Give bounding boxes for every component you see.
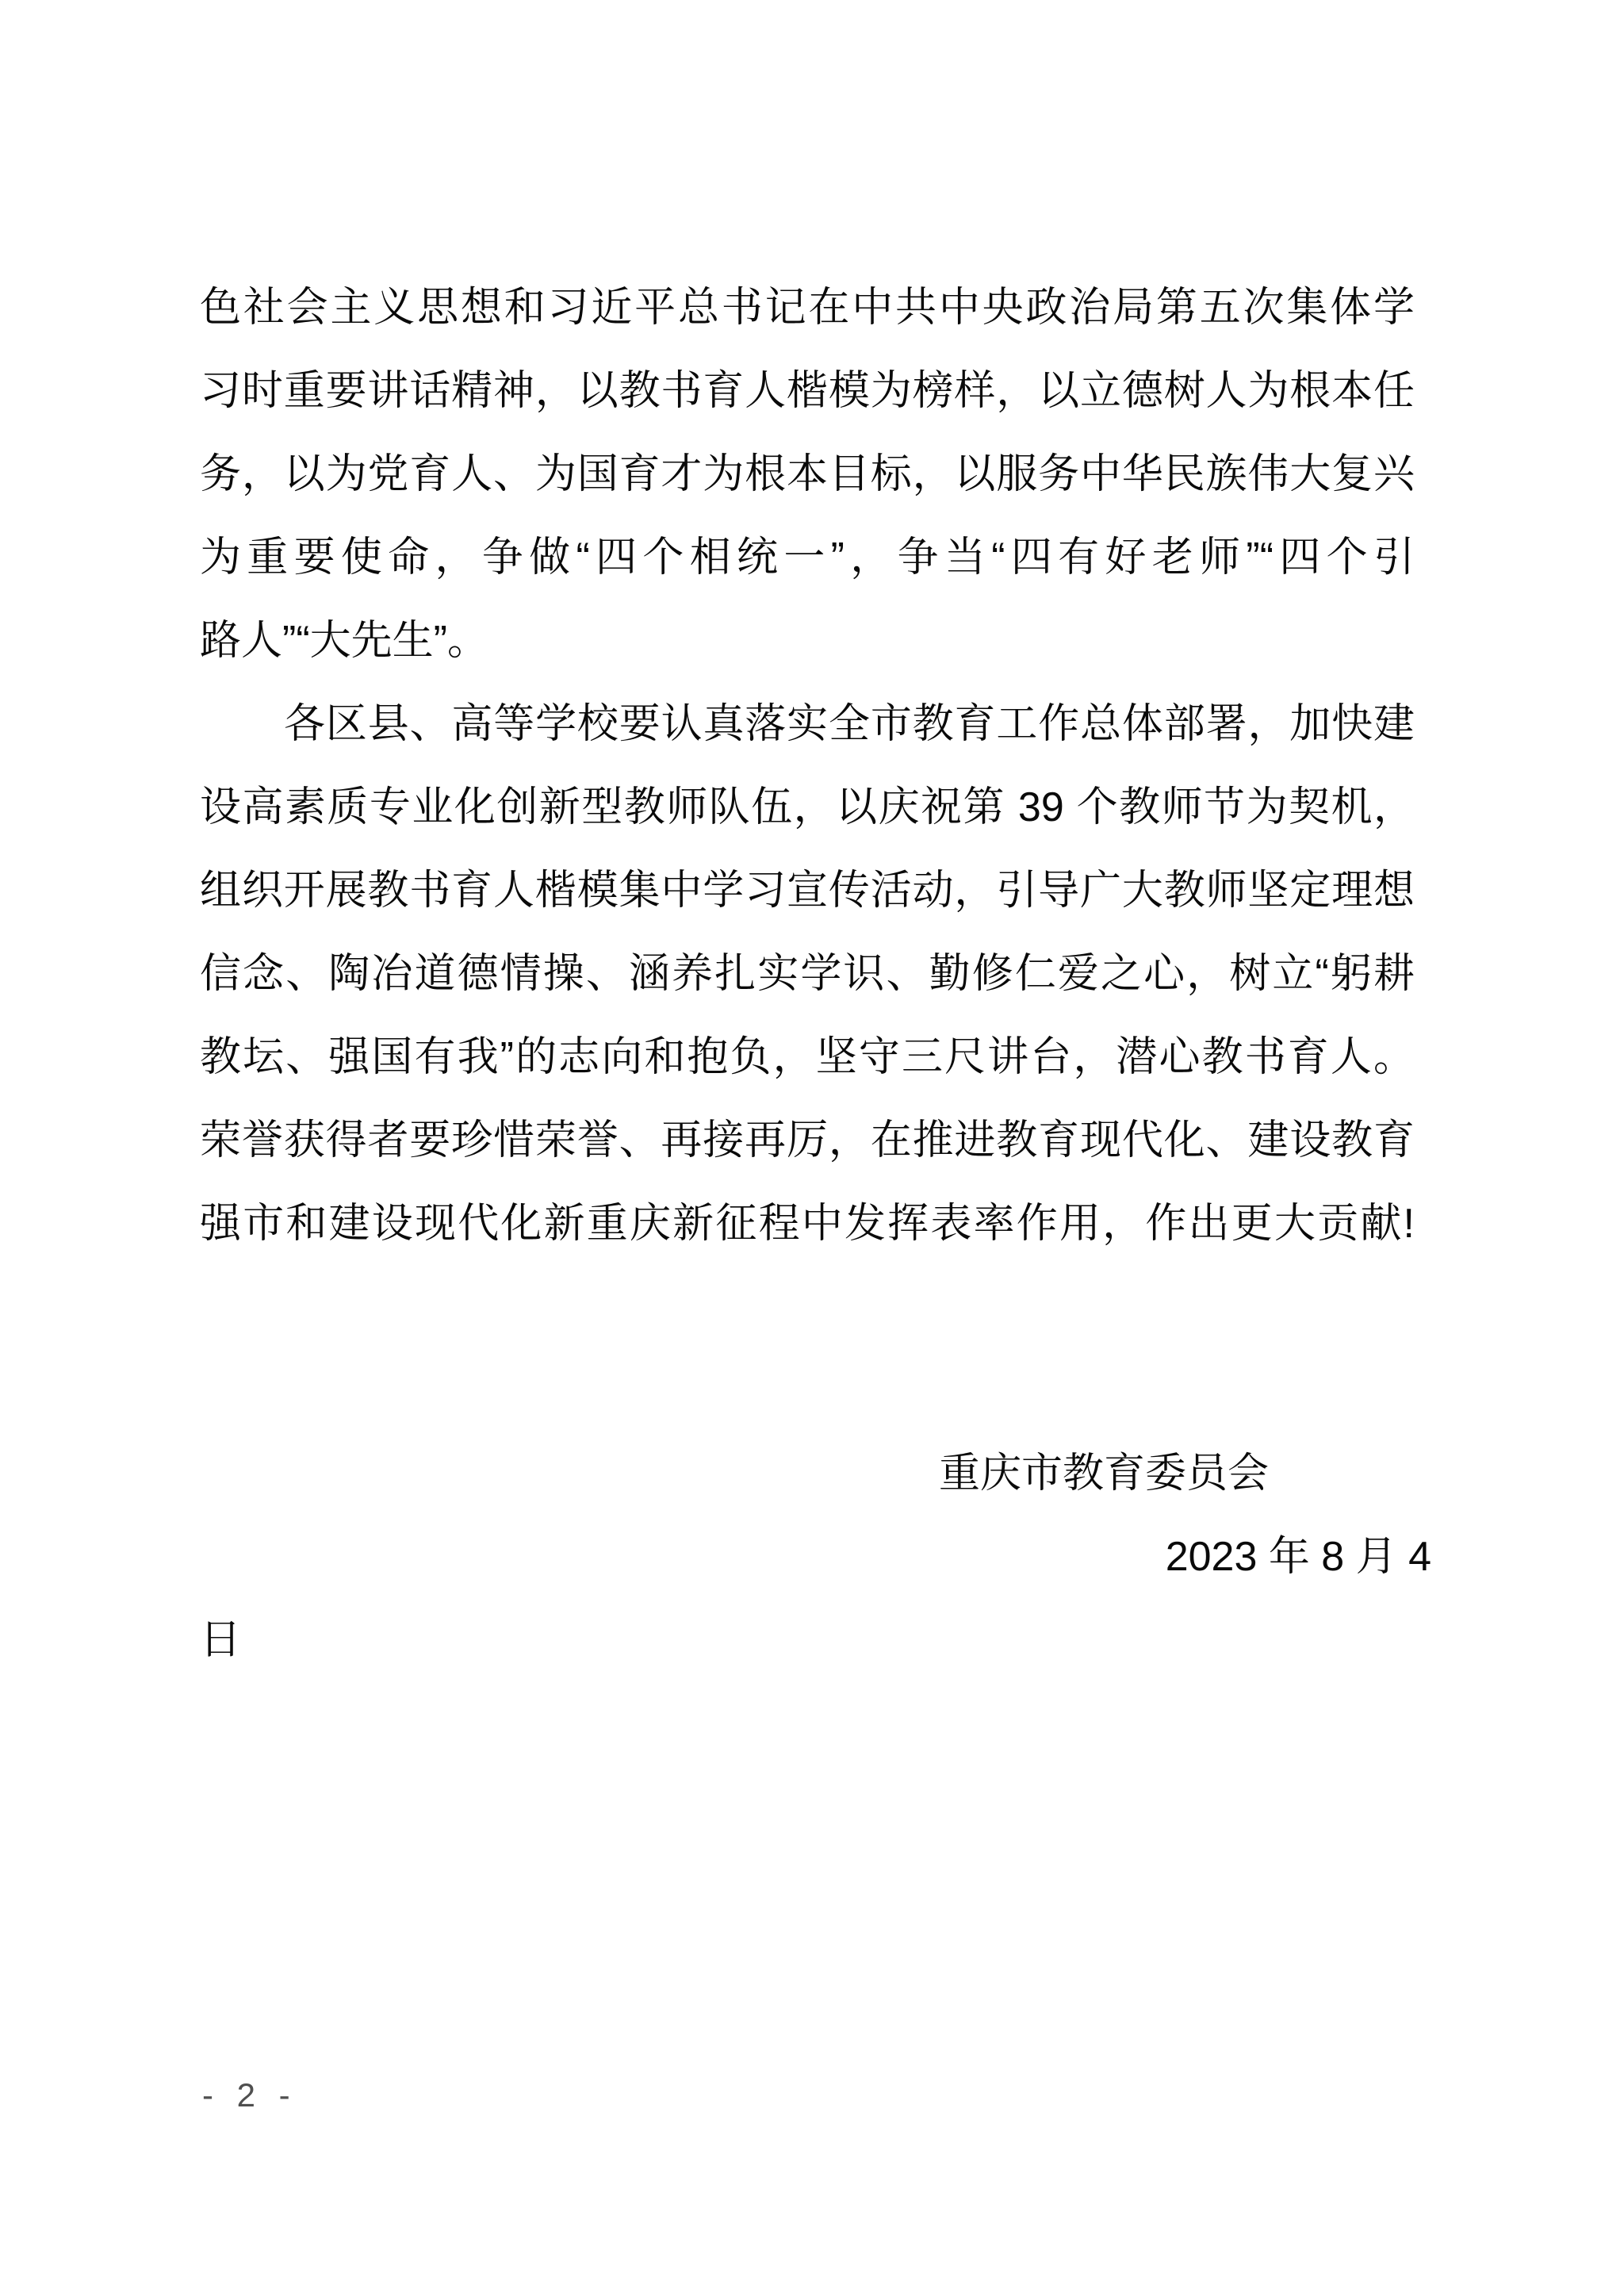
text-line: 务，以为党育人、为国育才为根本目标，以服务中华民族伟大复兴 (200, 451, 1415, 497)
text-line: 信念、陶冶道德情操、涵养扎实学识、勤修仁爱之心，树立“躬耕 (200, 951, 1415, 997)
text-line: 教坛、强国有我”的志向和抱负，坚守三尺讲台，潜心教书育人。 (200, 1034, 1415, 1080)
text-line: 强市和建设现代化新重庆新征程中发挥表率作用，作出更大贡献! (200, 1201, 1415, 1247)
date: 2023 年 8 月 4 (1165, 1534, 1431, 1580)
text-line: 各区县、高等学校要认真落实全市教育工作总体部署，加快建 (284, 701, 1415, 747)
text-line: 设高素质专业化创新型教师队伍，以庆祝第 39 个教师节为契机， (200, 784, 1415, 830)
date-overflow: 日 (200, 1617, 242, 1663)
text-line: 习时重要讲话精神，以教书育人楷模为榜样，以立德树人为根本任 (200, 368, 1415, 414)
text-line: 色社会主义思想和习近平总书记在中共中央政治局第五次集体学 (200, 285, 1415, 331)
text-line: 组织开展教书育人楷模集中学习宣传活动，引导广大教师坚定理想 (200, 868, 1415, 914)
text-line: 为重要使命，争做“四个相统一”，争当“四有好老师”“四个引 (200, 535, 1415, 581)
page-number: - 2 - (202, 2076, 297, 2114)
body-text (200, 266, 1415, 1266)
text-line: 路人”“大先生”。 (200, 618, 488, 664)
text-line: 荣誉获得者要珍惜荣誉、再接再厉，在推进教育现代化、建设教育 (200, 1117, 1415, 1163)
signature: 重庆市教育委员会 (938, 1451, 1269, 1497)
